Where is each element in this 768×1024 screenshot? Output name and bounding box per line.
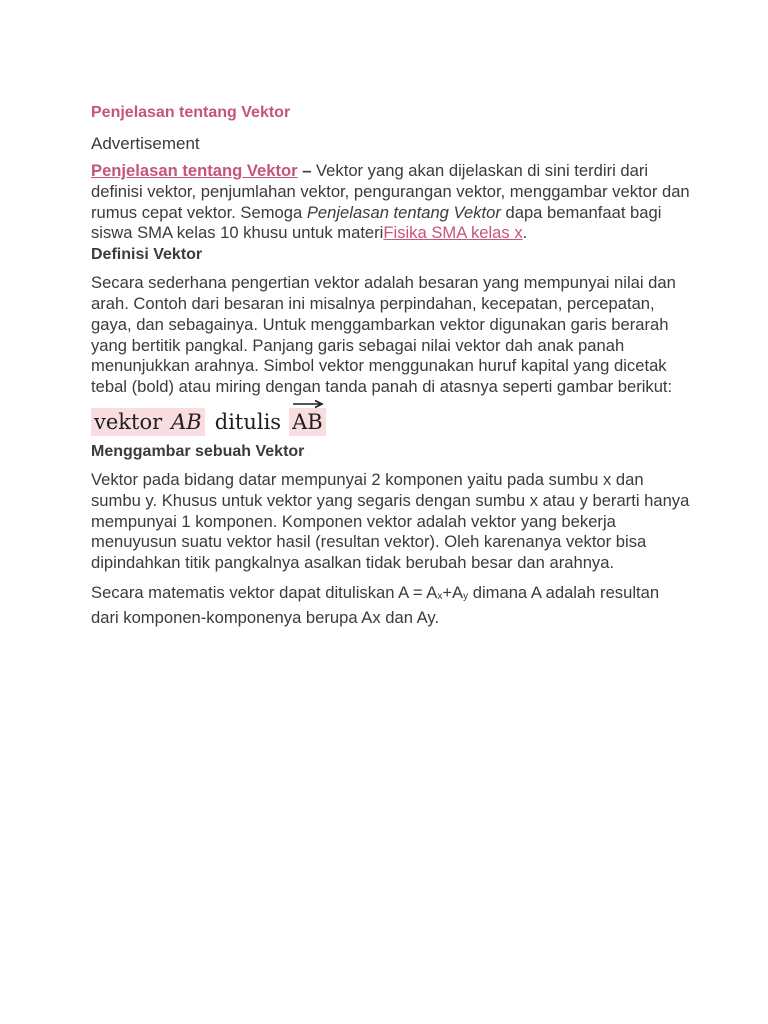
intro-text-1: Vektor yang akan dijelaskan di sini terdiri dari definisi vektor, penjumlahan vektor, pengurangan vektor, menggambar vektor dan rumus cepat vektor. Semoga xyxy=(91,161,690,222)
matematis-paragraph xyxy=(91,583,691,629)
advertisement-label: Advertisement xyxy=(91,134,200,153)
heading-definisi-vektor: Definisi Vektor xyxy=(91,246,203,264)
intro-italic-title: Penjelasan tentang Vektor xyxy=(306,202,501,222)
fisika-sma-link[interactable]: Fisika SMA kelas x xyxy=(383,223,523,243)
vector-ab-label: AB xyxy=(292,409,323,434)
subscript-y: y xyxy=(463,590,469,602)
intro-title-link[interactable]: Penjelasan tentang Vektor xyxy=(91,161,298,180)
subscript-x: x xyxy=(437,590,443,602)
figure-var-ab: AB xyxy=(165,408,205,436)
heading-menggambar-vektor: Menggambar sebuah Vektor xyxy=(91,442,305,460)
figure-word-ditulis: ditulis xyxy=(214,409,282,434)
vector-arrow-icon xyxy=(292,399,324,409)
intro-paragraph xyxy=(91,161,691,244)
figure-vector-ab xyxy=(289,408,326,436)
vector-notation-figure xyxy=(91,404,691,440)
intro-text-2: dapa bemanfaat bagi siswa SMA kelas 10 khusu untuk materi xyxy=(91,202,662,243)
article-body xyxy=(91,102,691,629)
matematis-text-c: dimana A adalah resultan dari komponen-komponenya berupa Ax dan Ay. xyxy=(91,582,660,627)
menggambar-paragraph: Vektor pada bidang datar mempunyai 2 komponen yaitu pada sumbu x dan sumbu y. Khusus untuk vektor yang segaris dengan sumbu x atau y berarti hanya mempunyai 1 komponen. Komponen vektor adalah vektor yang bekerja menuyusun suatu vektor hasil (resultan vektor). Oleh karenanya vektor bisa dipindahkan titik pangkalnya asalkan tidak berubah besar dan arahnya. xyxy=(91,469,690,573)
article-title[interactable]: Penjelasan tentang Vektor xyxy=(91,104,291,121)
matematis-text-a: Secara matematis vektor dapat dituliskan A = A xyxy=(91,582,438,602)
matematis-text-b: +A xyxy=(442,582,464,602)
intro-end: . xyxy=(522,223,528,243)
definisi-paragraph: Secara sederhana pengertian vektor adalah besaran yang mempunyai nilai dan arah. Contoh dari besaran ini misalnya perpindahan, kecepatan, percepatan, gaya, dan sebagainya. Untuk menggambarkan vektor digunakan garis berarah yang bertitik pangkal. Panjang garis sebagai nilai vektor dah anak panah menunjukkan arahnya. Simbol vektor menggunakan huruf kapital yang dicetak tebal (bold) atau miring dengan tanda panah di atasnya seperti gambar berikut: xyxy=(91,273,676,397)
intro-dash: – xyxy=(297,161,317,180)
figure-word-vektor: vektor xyxy=(91,408,165,436)
vector-arrow-wrap xyxy=(292,408,323,436)
